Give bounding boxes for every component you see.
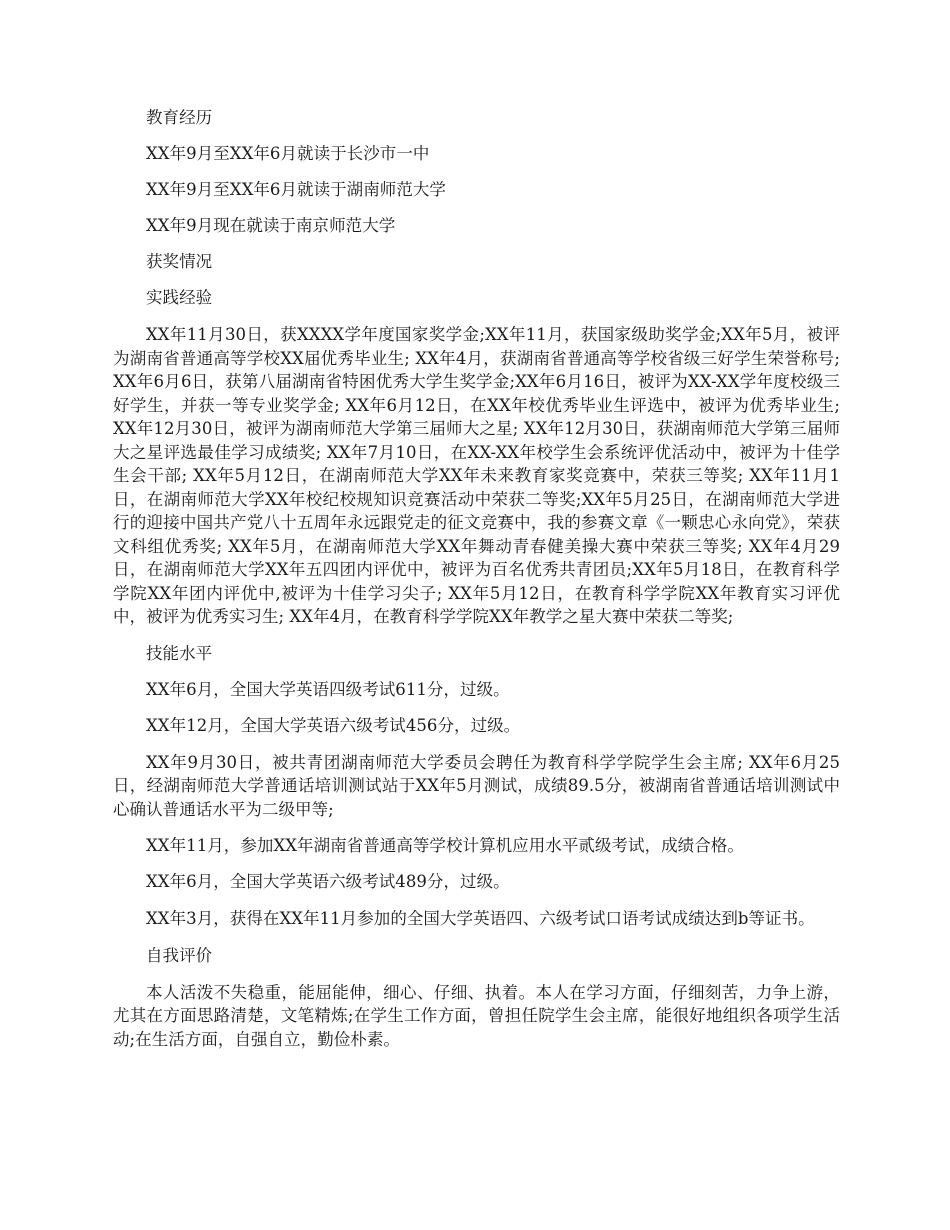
- skill-item: XX年11月，参加XX年湖南省普通高等学校计算机应用水平贰级考试，成绩合格。: [146, 836, 744, 855]
- skill-item: XX年9月30日，被共青团湖南师范大学委员会聘任为教育科学学院学生会主席; XX年6月25日，经湖南师范大学普通话培训测试站于XX年5月测试，成绩89.5分，被湖南省普通话培训测试中心确认普通话水平为二级甲等;: [113, 752, 840, 819]
- document-body: [113, 107, 840, 1065]
- skill-item: XX年6月，全国大学英语六级考试489分，过级。: [146, 872, 510, 891]
- education-heading: 教育经历: [146, 108, 213, 127]
- practice-paragraph: XX年11月30日，获XXXX学年度国家奖学金;XX年11月，获国家级助奖学金;XX年5月，被评为湖南省普通高等学校XX届优秀毕业生; XX年4月，获湖南省普通高等学校省级三好学生荣誉称号; XX年6月6日，获第八届湖南省特困优秀大学生奖学金;XX年6月16日，被评为XX-XX学年度校级三好学生，并获一等专业奖学金; XX年6月12日，在XX年校优秀毕业生评选中，被评为优秀毕业生; XX年12月30日，被评为湖南师范大学第三届师大之星; XX年12月30日，获湖南师范大学第三届师大之星评选最佳学习成绩奖; XX年7月10日，在XX-XX年校学生会系统评优活动中，被评为十佳学生会干部; XX年5月12日，在湖南师范大学XX年未来教育家奖竞赛中，荣获三等奖; XX年11月1日，在湖南师范大学XX年校纪校规知识竞赛活动中荣获二等奖;XX年5月25日，在湖南师范大学进行的迎接中国共产党八十五周年永远跟党走的征文竞赛中，我的参赛文章《一颗忠心永向党》，荣获文科组优秀奖; XX年5月，在湖南师范大学XX年舞动青春健美操大赛中荣获三等奖; XX年4月29日，在湖南师范大学XX年五四团内评优中，被评为百名优秀共青团员;XX年5月18日，在教育科学学院XX年团内评优中,被评为十佳学习尖子; XX年5月12日，在教育科学学院XX年教育实习评优中，被评为优秀实习生; XX年4月，在教育科学学院XX年教学之星大赛中荣获二等奖;: [113, 325, 840, 626]
- self-evaluation-paragraph: 本人活泼不失稳重，能屈能伸，细心、仔细、执着。本人在学习方面，仔细刻苦，力争上游，尤其在方面思路清楚，文笔精炼;在学生工作方面，曾担任院学生会主席，能很好地组织各项学生活动;在生活方面，自强自立，勤俭朴素。: [113, 982, 840, 1049]
- skill-item: XX年12月，全国大学英语六级考试456分，过级。: [146, 715, 521, 735]
- education-item: XX年9月至XX年6月就读于湖南师范大学: [146, 180, 446, 199]
- education-item: XX年9月至XX年6月就读于长沙市一中: [146, 144, 430, 163]
- self-evaluation-heading: 自我评价: [146, 945, 213, 965]
- skills-heading: 技能水平: [146, 643, 213, 663]
- skill-item: XX年6月，全国大学英语四级考试611分，过级。: [146, 679, 510, 699]
- education-item: XX年9月现在就读于南京师范大学: [146, 216, 396, 235]
- awards-heading: 获奖情况: [146, 252, 213, 271]
- practice-heading: 实践经验: [146, 288, 213, 307]
- skill-item: XX年3月，获得在XX年11月参加的全国大学英语四、六级考试口语考试成绩达到b等证书。: [146, 909, 815, 928]
